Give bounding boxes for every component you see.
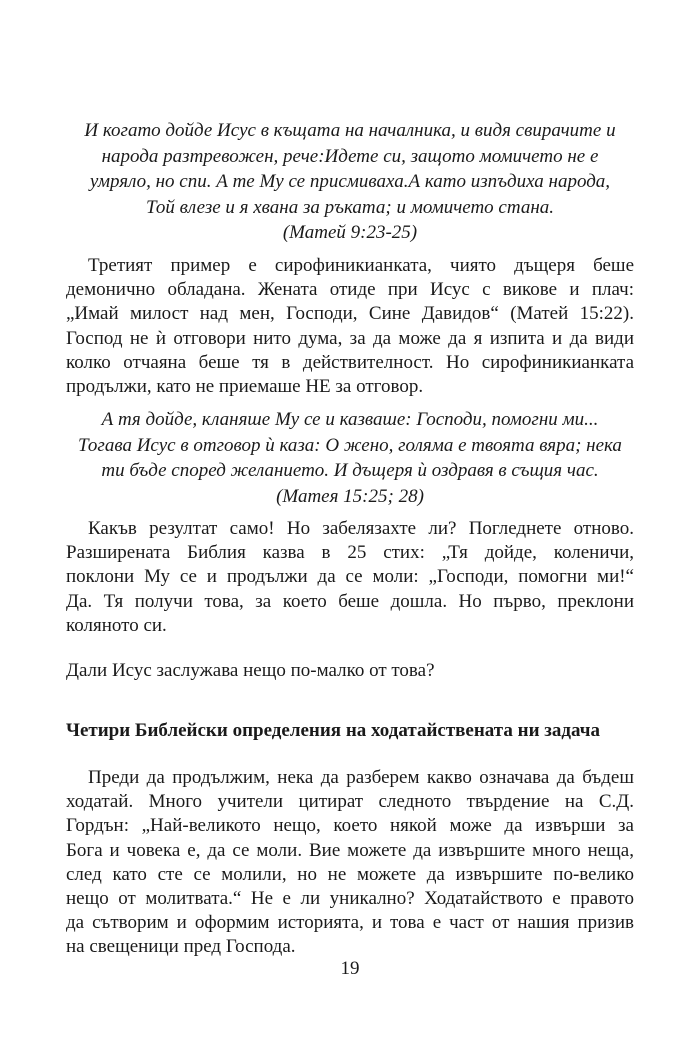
paragraph-line: поклони Му се и продължи да се моли: „Господи, помогни ми!“ (66, 566, 634, 588)
section-heading: Четири Библейски определения на ходатайствената ни задача (66, 720, 600, 741)
paragraph-line: Преди да продължим, нека да разберем какво означава да бъдеш (88, 767, 634, 788)
quote-reference: (Матей 9:23-25) (282, 222, 418, 243)
quote-line: ти бъде според желанието. И дъщеря ѝ оздравя в същия час. (101, 460, 599, 481)
quote-line: народа разтревожен, рече:Идете си, защото момичето не е (101, 145, 599, 167)
paragraph-line: нещо от молитвата.“ Не е ли уникално? Ходатайството е правото (66, 888, 634, 910)
paragraph-syrophoenician (66, 254, 634, 399)
quote-reference: (Матея 15:25; 28) (276, 485, 424, 507)
paragraph-line: след като сте се молили, но не можете да извършите по-велико (66, 863, 634, 885)
paragraph-line: Какъв резултат само! Но забелязахте ли? Погледнете отново. (88, 518, 634, 539)
scripture-quote-matthew-15 (66, 407, 634, 509)
paragraph-line: „Имай милост над мен, Господи, Сине Давидов“ (Матей 15:22). (66, 303, 634, 325)
paragraph-line: Гордън: „Най-великото нещо, което някой може да извърши за (66, 815, 634, 837)
paragraph-line: Разширената Библия казва в 25 стих: „Тя дойде, коленичи, (66, 542, 634, 564)
scripture-quote-matthew-9 (66, 118, 634, 246)
paragraph-line: Дали Исус заслужава нещо по-малко от това? (66, 660, 435, 681)
paragraph-line: Господ не ѝ отговори нито дума, за да може да я изпита и да види (66, 327, 634, 349)
paragraph-line: демонично обладана. Жената отиде при Исус с викове и плач: (66, 279, 634, 301)
paragraph-line: продължи, като не приемаше НЕ за отговор. (66, 376, 424, 398)
paragraph-line: да сътворим и оформим историята, и това е част от нашия призив (66, 912, 634, 934)
quote-line: Той влезе и я хвана за ръката; и момичето стана. (146, 196, 554, 218)
paragraph-line: Да. Тя получи това, за което беше дошла. Но първо, преклони (66, 590, 634, 612)
paragraph-line: ходатай. Много учители цитират следното твърдение на С.Д. (66, 791, 634, 813)
quote-line: умряло, но спи. А те Му се присмиваха.А като изпъдиха народа, (89, 171, 611, 192)
paragraph-line: на свещеници пред Господа. (66, 936, 296, 958)
paragraph-line: колко отчаяна беше тя в действителност. Но сирофиникианката (66, 351, 634, 373)
paragraph-question (66, 659, 634, 683)
paragraph-line: коляното си. (66, 614, 167, 636)
paragraph-line: Третият пример е сирофиникианката, чиято дъщеря беше (88, 255, 634, 276)
quote-line: И когато дойде Исус в къщата на началника, и видя свирачите и (84, 120, 616, 141)
paragraph-intercessor (66, 766, 634, 960)
paragraph-line: Бога и човека е, да се моли. Вие можете да извършите много неща, (66, 839, 634, 861)
page-number: 19 (340, 958, 360, 979)
quote-line: Тогава Исус в отговор ѝ каза: О жено, голяма е твоята вяра; нека (78, 434, 622, 456)
paragraph-result (66, 517, 634, 638)
quote-line: А тя дойде, кланяше Му се и казваше: Господи, помогни ми... (101, 409, 599, 430)
